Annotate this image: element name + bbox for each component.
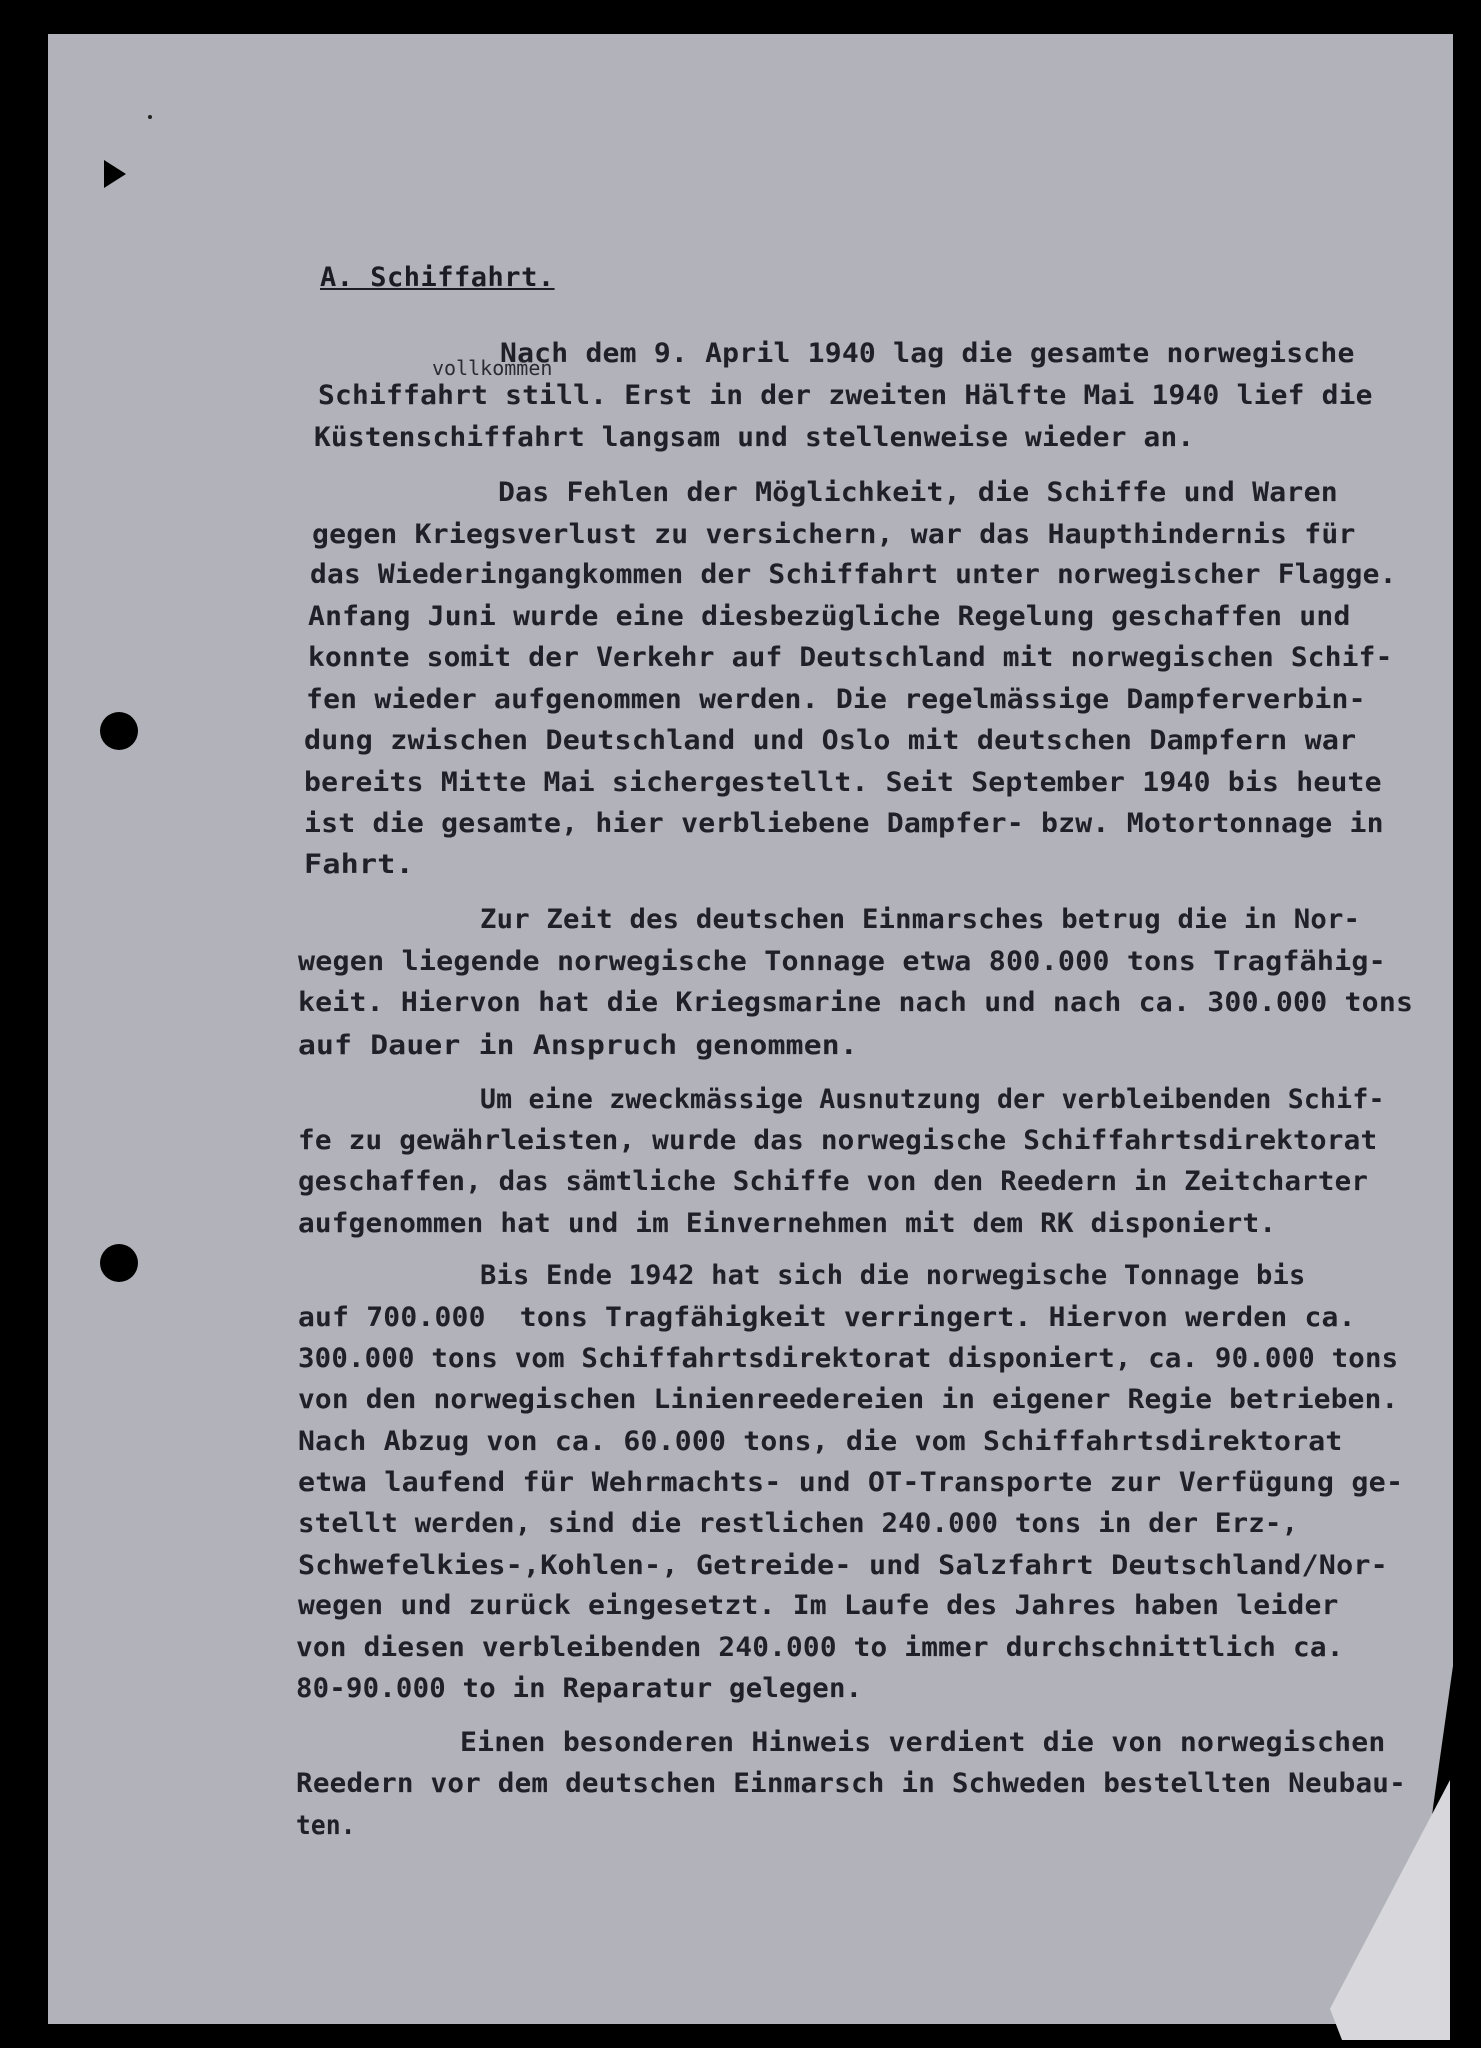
- text-line: 80-90.000 to in Reparatur gelegen.: [296, 1673, 863, 1704]
- speck: [148, 115, 152, 119]
- text-line: auf 700.000 tons Tragfähigkeit verringert. Hiervon werden ca.: [298, 1302, 1356, 1333]
- paper-sheet: [48, 34, 1453, 2024]
- text-line: stellt werden, sind die restlichen 240.000 tons in der Erz-,: [298, 1508, 1299, 1539]
- text-line: keit. Hiervon hat die Kriegsmarine nach und nach ca. 300.000 tons: [298, 987, 1414, 1018]
- text-line: Einen besonderen Hinweis verdient die von norwegischen: [460, 1727, 1386, 1758]
- text-line: Schwefelkies-,Kohlen-, Getreide- und Salzfahrt Deutschland/Nor-: [298, 1550, 1388, 1581]
- section-heading: A. Schiffahrt.: [320, 262, 555, 293]
- text-line: von den norwegischen Linienreedereien in eigener Regie betrieben.: [298, 1384, 1399, 1415]
- text-line: wegen und zurück eingesetzt. Im Laufe des Jahres haben leider: [298, 1590, 1339, 1621]
- text-line: wegen liegende norwegische Tonnage etwa 800.000 tons Tragfähig-: [298, 946, 1386, 977]
- text-line: bereits Mitte Mai sichergestellt. Seit September 1940 bis heute: [304, 767, 1382, 798]
- text-line: aufgenommen hat und im Einvernehmen mit dem RK disponiert.: [298, 1208, 1277, 1239]
- text-line: Reedern vor dem deutschen Einmarsch in Schweden bestellten Neubau-: [296, 1768, 1406, 1799]
- corner-tab-mark: [104, 160, 126, 188]
- text-line: etwa laufend für Wehrmachts- und OT-Transporte zur Verfügung ge-: [298, 1467, 1404, 1498]
- text-line: Anfang Juni wurde eine diesbezügliche Regelung geschaffen und: [308, 601, 1351, 632]
- text-line: Fahrt.: [304, 849, 414, 880]
- text-line: fe zu gewährleisten, wurde das norwegische Schiffahrtsdirektorat: [298, 1125, 1378, 1156]
- text-line: auf Dauer in Anspruch genommen.: [298, 1030, 858, 1061]
- text-line: geschaffen, das sämtliche Schiffe von den Reedern in Zeitcharter: [298, 1166, 1369, 1197]
- text-line: Um eine zweckmässige Ausnutzung der verbleibenden Schif-: [480, 1084, 1385, 1115]
- text-line: Zur Zeit des deutschen Einmarsches betrug die in Nor-: [480, 904, 1361, 935]
- text-line: Küstenschiffahrt langsam und stellenweise wieder an.: [314, 422, 1195, 453]
- text-line: von diesen verbleibenden 240.000 to immer durchschnittlich ca.: [296, 1632, 1344, 1663]
- text-line: Bis Ende 1942 hat sich die norwegische Tonnage bis: [480, 1260, 1306, 1291]
- text-line: Schiffahrt still. Erst in der zweiten Hälfte Mai 1940 lief die: [318, 380, 1373, 411]
- text-line: gegen Kriegsverlust zu versichern, war das Haupthindernis für: [312, 519, 1356, 550]
- text-line: dung zwischen Deutschland und Oslo mit deutschen Dampfern war: [304, 725, 1357, 756]
- text-line: konnte somit der Verkehr auf Deutschland mit norwegischen Schif-: [308, 642, 1393, 673]
- text-line: ten.: [296, 1810, 356, 1841]
- handwritten-insertion: vollkommen: [432, 356, 553, 380]
- text-line: 300.000 tons vom Schiffahrtsdirektorat disponiert, ca. 90.000 tons: [298, 1343, 1399, 1374]
- text-line: Nach dem 9. April 1940 lag die gesamte norwegische: [500, 338, 1355, 369]
- text-line: das Wiederingangkommen der Schiffahrt unter norwegischer Flagge.: [310, 559, 1397, 590]
- text-line: Das Fehlen der Möglichkeit, die Schiffe und Waren: [498, 477, 1338, 508]
- punch-hole-top: [100, 712, 138, 750]
- text-line: Nach Abzug von ca. 60.000 tons, die vom Schiffahrtsdirektorat: [298, 1426, 1343, 1457]
- text-line: fen wieder aufgenommen werden. Die regelmässige Dampferverbin-: [306, 684, 1366, 715]
- punch-hole-bottom: [100, 1244, 138, 1282]
- text-line: ist die gesamte, hier verbliebene Dampfer- bzw. Motortonnage in: [304, 808, 1384, 839]
